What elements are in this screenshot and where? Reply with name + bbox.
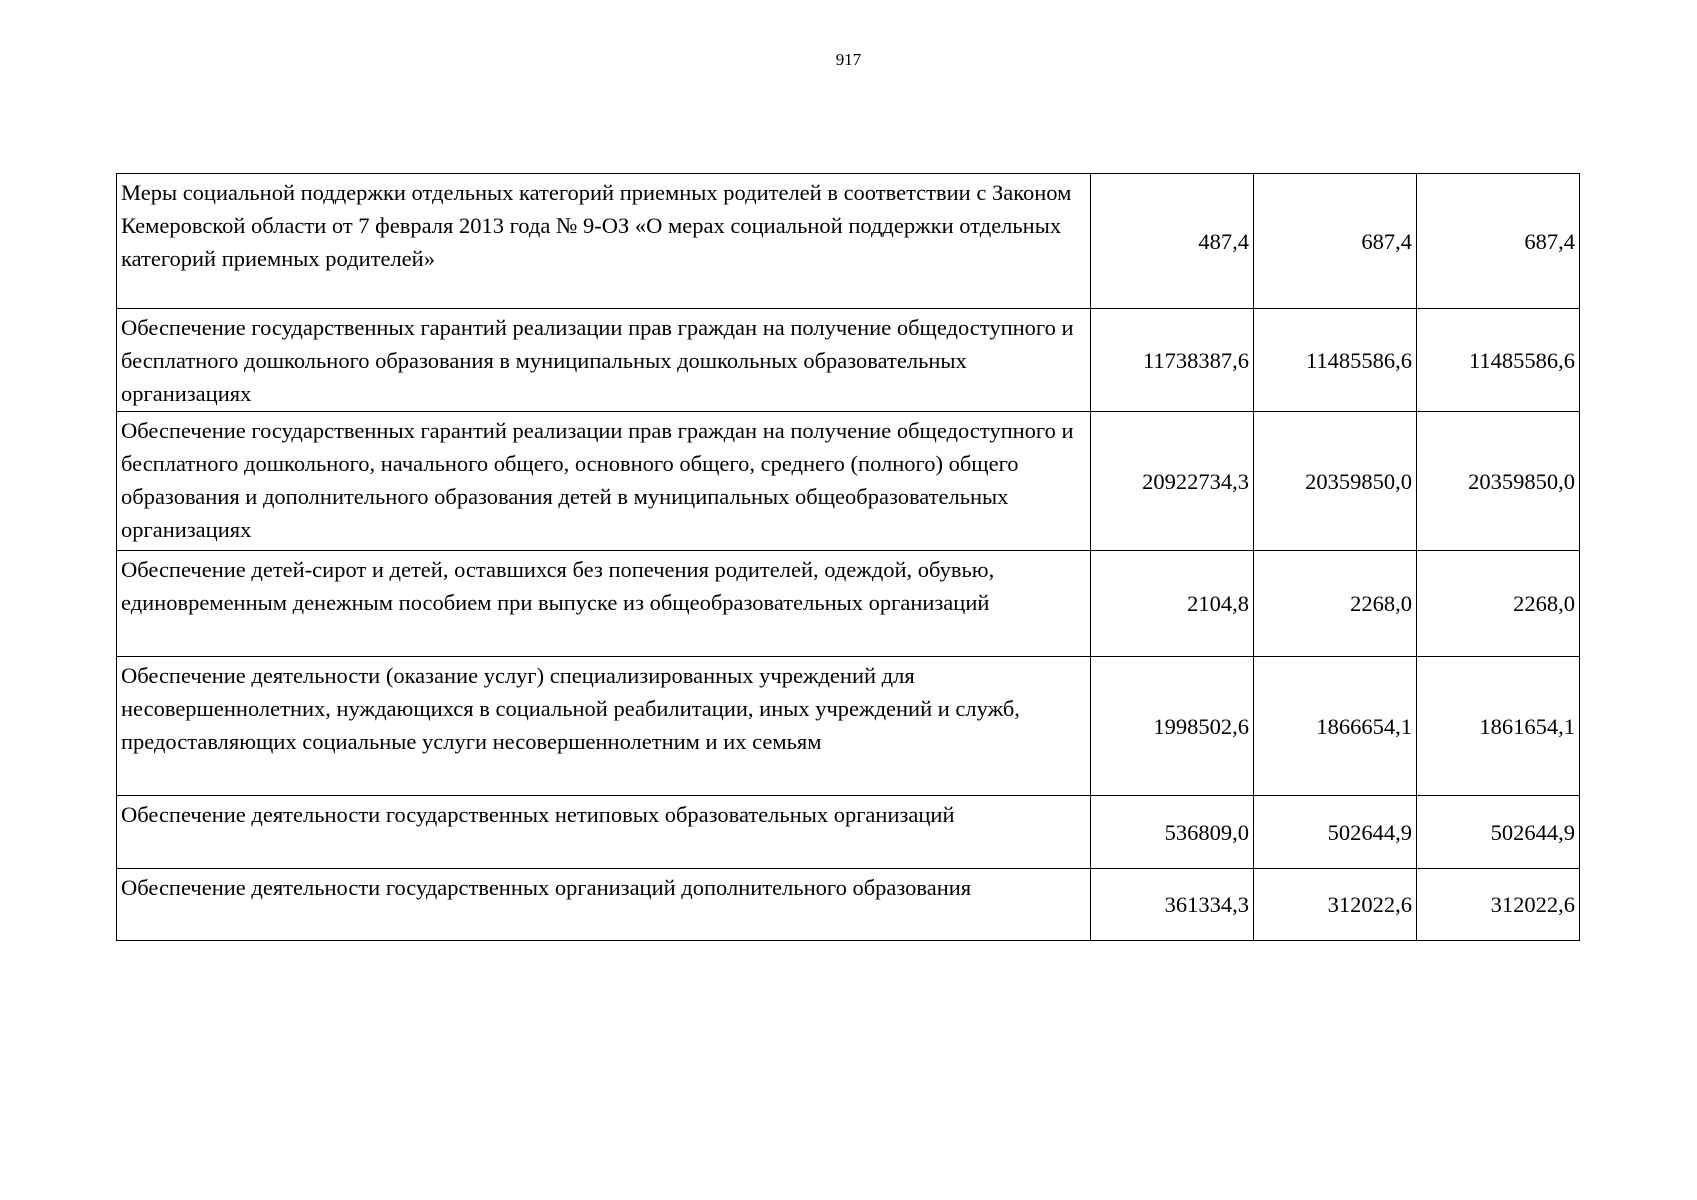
value-cell: 502644,9: [1254, 796, 1417, 869]
value-cell: 312022,6: [1254, 869, 1417, 941]
value-cell: 1861654,1: [1417, 657, 1580, 796]
value-cell: 502644,9: [1417, 796, 1580, 869]
value-cell: 11485586,6: [1254, 309, 1417, 412]
value-cell: 20359850,0: [1254, 412, 1417, 551]
value-cell: 1866654,1: [1254, 657, 1417, 796]
value-cell: 2268,0: [1254, 551, 1417, 657]
value-cell: 11485586,6: [1417, 309, 1580, 412]
value-cell: 687,4: [1254, 174, 1417, 309]
table-row: [117, 796, 1580, 869]
row-description: Обеспечение государственных гарантий реализации прав граждан на получение общедоступного и бесплатного дошкольного, начального общего, основного общего, среднего (полного) общего образования и дополнительного образования детей в муниципальных общеобразовательных организациях: [117, 412, 1091, 551]
row-description: Меры социальной поддержки отдельных категорий приемных родителей в соответствии с Законом Кемеровской области от 7 февраля 2013 года № 9-ОЗ «О мерах социальной поддержки отдельных категорий приемных родителей»: [117, 174, 1091, 309]
value-cell: 1998502,6: [1091, 657, 1254, 796]
row-description: Обеспечение деятельности государственных организаций дополнительного образования: [117, 869, 1091, 941]
value-cell: 20359850,0: [1417, 412, 1580, 551]
value-cell: 11738387,6: [1091, 309, 1254, 412]
value-cell: 2104,8: [1091, 551, 1254, 657]
value-cell: 361334,3: [1091, 869, 1254, 941]
row-description: Обеспечение деятельности государственных нетиповых образовательных организаций: [117, 796, 1091, 869]
table-row: [117, 174, 1580, 309]
row-description: Обеспечение государственных гарантий реализации прав граждан на получение общедоступного и бесплатного дошкольного образования в муниципальных дошкольных образовательных организациях: [117, 309, 1091, 412]
budget-table: [116, 173, 1580, 941]
table-row: [117, 657, 1580, 796]
value-cell: 536809,0: [1091, 796, 1254, 869]
value-cell: 487,4: [1091, 174, 1254, 309]
page-number: 917: [835, 50, 862, 69]
value-cell: 312022,6: [1417, 869, 1580, 941]
value-cell: 2268,0: [1417, 551, 1580, 657]
row-description: Обеспечение детей-сирот и детей, оставшихся без попечения родителей, одеждой, обувью, единовременным денежным пособием при выпуске из общеобразовательных организаций: [117, 551, 1091, 657]
table-row: [117, 869, 1580, 941]
value-cell: 20922734,3: [1091, 412, 1254, 551]
table-row: [117, 309, 1580, 412]
value-cell: 687,4: [1417, 174, 1580, 309]
row-description: Обеспечение деятельности (оказание услуг) специализированных учреждений для несовершеннолетних, нуждающихся в социальной реабилитации, иных учреждений и служб, предоставляющих социальные услуги несовершеннолетним и их семьям: [117, 657, 1091, 796]
table-row: [117, 412, 1580, 551]
table-row: [117, 551, 1580, 657]
